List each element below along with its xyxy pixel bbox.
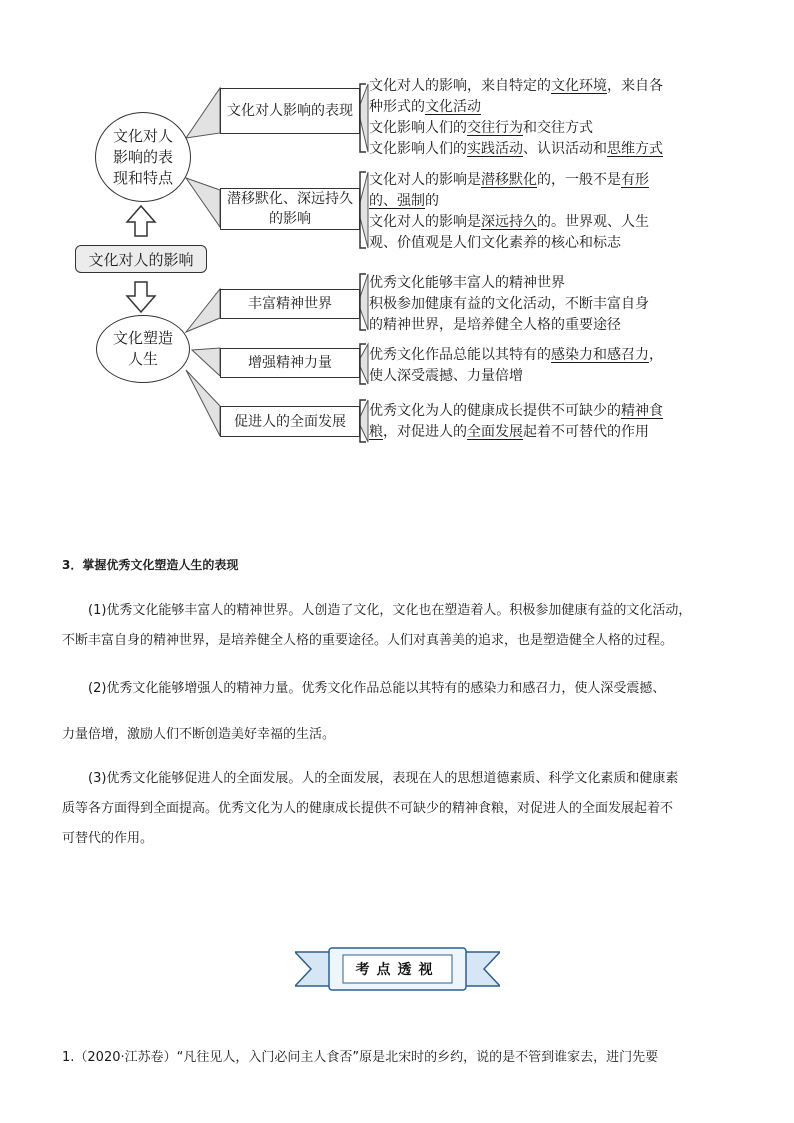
- desc-subtle-lasting: [369, 170, 699, 254]
- desc-all-round-development: [369, 401, 699, 443]
- paragraph-line: (3)优秀文化能够促进人的全面发展。人的全面发展，表现在人的思想道德素质、科学文化素质和健康素: [88, 771, 679, 786]
- desc-line: 文化对人的影响是潜移默化的，一般不是有形: [369, 172, 649, 188]
- paragraph-line: 不断丰富自身的精神世界，是培养健全人格的重要途径。人们对真善美的追求，也是塑造健全人格的过程。: [62, 633, 674, 648]
- box-strengthen-spirit: 增强精神力量: [220, 348, 360, 378]
- box-all-round-development: 促进人的全面发展: [220, 406, 360, 437]
- down-arrow-icon: [127, 282, 155, 312]
- desc-line: 粮，对促进人的全面发展起着不可替代的作用: [369, 424, 649, 440]
- connector-bottom-2: [192, 348, 220, 376]
- paragraph-1: [62, 596, 742, 656]
- section-banner: [295, 946, 500, 992]
- circle-shape-life: 文化塑造人生: [96, 315, 190, 383]
- desc-line: 的精神世界，是培养健全人格的重要途径: [369, 317, 621, 333]
- connector-top-2: [186, 178, 220, 227]
- connector-bottom-1: [186, 289, 220, 332]
- desc-enrich-spirit: [369, 273, 699, 336]
- center-node: 文化对人的影响: [75, 245, 207, 273]
- concept-diagram: [0, 0, 794, 470]
- paragraph-line: (1)优秀文化能够丰富人的精神世界。人创造了文化，文化也在塑造着人。积极参加健康有益的文化活动，: [88, 603, 692, 618]
- desc-line: 积极参加健康有益的文化活动，不断丰富自身: [369, 296, 649, 312]
- paragraph-2: [62, 674, 742, 750]
- desc-line: 文化影响人们的交往行为和交往方式: [369, 120, 593, 136]
- desc-line: 优秀文化作品总能以其特有的感染力和感召力，: [369, 347, 663, 363]
- box-influence-performance: 文化对人影响的表现: [220, 88, 360, 134]
- desc-influence-performance: [369, 76, 699, 160]
- banner-label: 考点透视: [355, 962, 440, 978]
- desc-line: 种形式的文化活动: [369, 99, 481, 115]
- paragraph-line: 可替代的作用。: [62, 831, 154, 846]
- connector-bottom-3: [186, 370, 220, 436]
- desc-line: 使人深受震撼、力量倍增: [369, 368, 523, 384]
- desc-line: 文化对人的影响是深远持久的。世界观、人生: [369, 214, 649, 230]
- paragraph-line: (2)优秀文化能够增强人的精神力量。优秀文化作品总能以其特有的感染力和感召力，使人深受震撼、: [88, 681, 666, 696]
- desc-line: 文化对人的影响，来自特定的文化环境，来自各: [369, 78, 663, 94]
- box-subtle-lasting: 潜移默化、深远持久的影响: [220, 188, 360, 230]
- desc-line: 的、强制的: [369, 193, 439, 209]
- desc-strengthen-spirit: [369, 345, 699, 387]
- desc-line: 文化影响人们的实践活动、认识活动和思维方式: [369, 141, 663, 157]
- section-heading: 3．掌握优秀文化塑造人生的表现: [62, 558, 239, 572]
- question-1: 1.（2020·江苏卷）“凡往见人，入门必问主人食否”原是北宋时的乡约，说的是不管到谁家去，进门先要: [62, 1050, 659, 1065]
- box-enrich-spirit: 丰富精神世界: [220, 289, 360, 319]
- paragraph-3: [62, 764, 742, 854]
- up-arrow-icon: [127, 206, 155, 236]
- connector-top-1: [186, 88, 220, 138]
- paragraph-line: 力量倍增，激励人们不断创造美好幸福的生活。: [62, 727, 336, 742]
- desc-line: 观、价值观是人们文化素养的核心和标志: [369, 235, 621, 251]
- paragraph-line: 质等各方面得到全面提高。优秀文化为人的健康成长提供不可缺少的精神食粮，对促进人的全面发展起着不: [62, 801, 674, 816]
- desc-line: 优秀文化能够丰富人的精神世界: [369, 275, 565, 291]
- desc-line: 优秀文化为人的健康成长提供不可缺少的精神食: [369, 403, 663, 419]
- circle-performance-features: 文化对人影响的表现和特点: [95, 112, 191, 202]
